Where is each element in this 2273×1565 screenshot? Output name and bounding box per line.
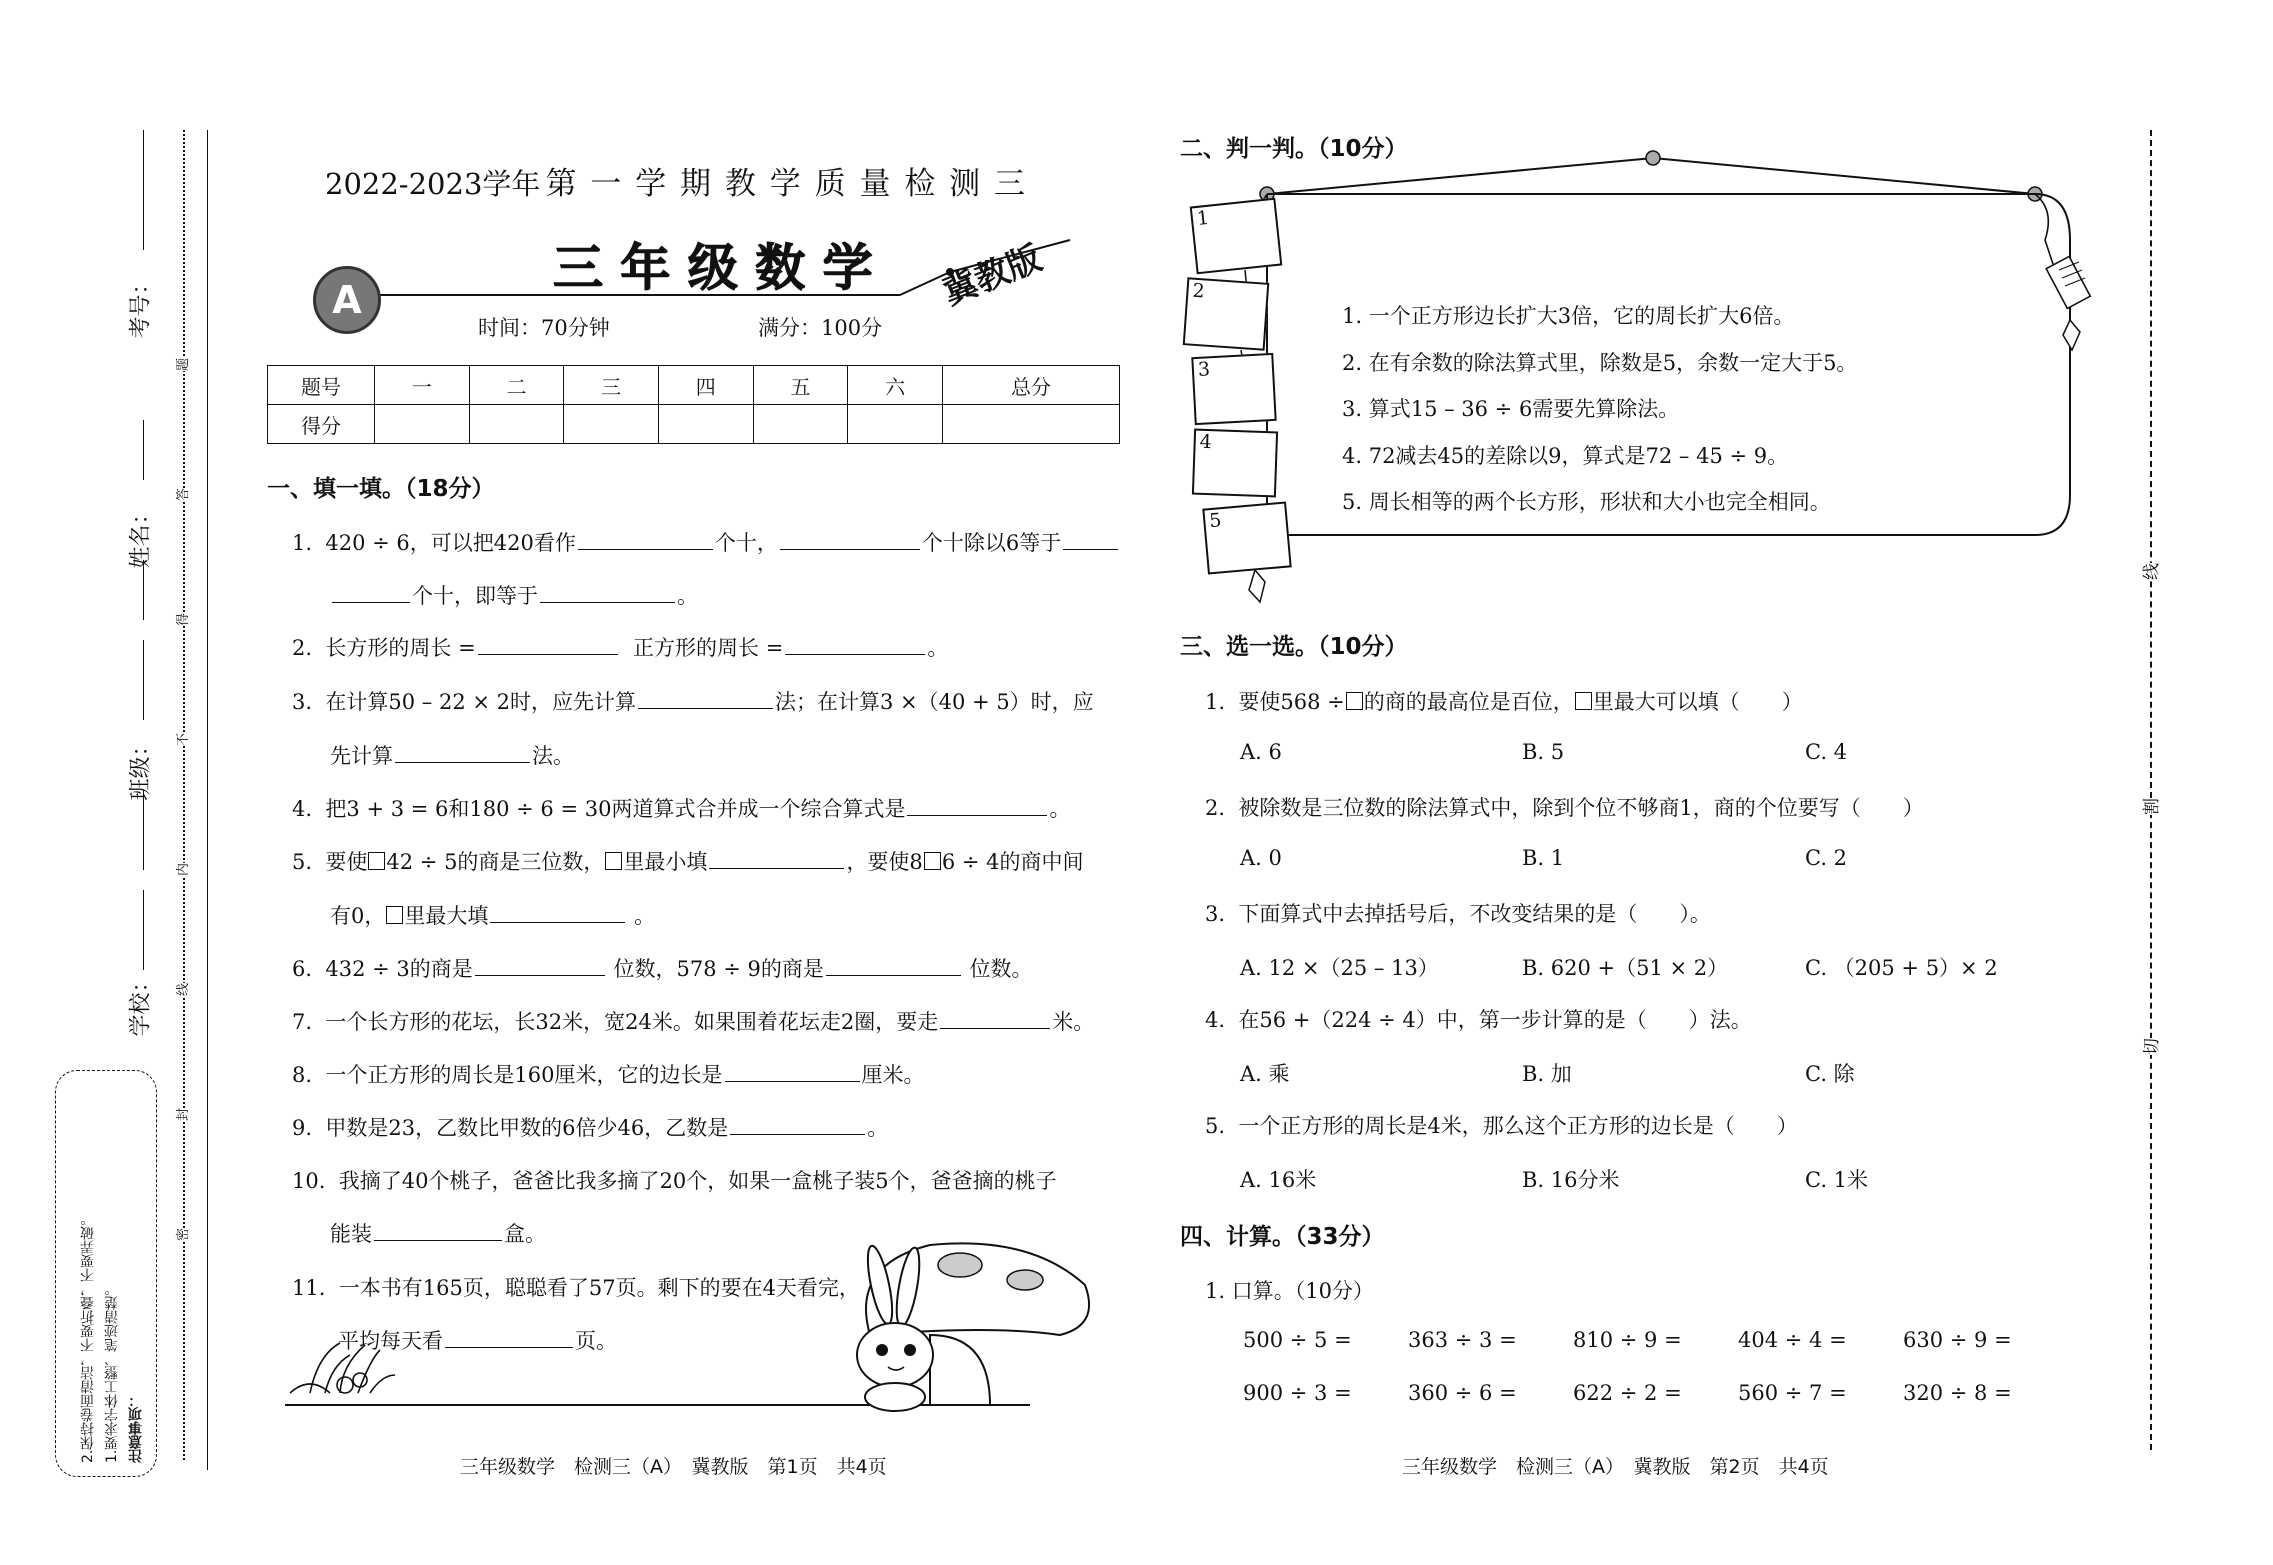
oral-calc-item: 622 ÷ 2 = [1573, 1381, 1682, 1405]
exam-number-label: 考号： [128, 272, 154, 339]
exam-title-line [325, 158, 1027, 203]
choice-q4-option-c[interactable]: C. 除 [1805, 1062, 1855, 1086]
answer-blank[interactable] [332, 582, 410, 603]
q-text: 要使 [325, 850, 368, 874]
exam-full-score: 满分：100分 [758, 316, 883, 340]
q-text: 法。 [532, 744, 574, 768]
q-number: 5. [1205, 1114, 1226, 1138]
q-text: 一个正方形的周长是160厘米，它的边长是 [325, 1063, 723, 1087]
cut-char: 线 [172, 983, 191, 996]
choice-q4-option-b[interactable]: B. 加 [1522, 1062, 1572, 1086]
score-table-cell: 三 [564, 366, 659, 405]
q-text: 在56 +（224 ÷ 4）中，第一步计算的是（ ）法。 [1238, 1008, 1752, 1032]
s1-q10-line1 [292, 1165, 1057, 1195]
judge-item-1: 1. 一个正方形边长扩大3倍，它的周长扩大6倍。 [1342, 304, 1795, 328]
q-number: 7. [292, 1010, 313, 1034]
score-table-cell: 五 [753, 366, 848, 405]
section4-title: 四、计算。（33分） [1180, 1224, 1385, 1250]
s1-q1-line2 [330, 580, 698, 610]
q-text: 在计算50 – 22 × 2时，应先计算 [325, 690, 637, 714]
section2-title: 二、判一判。（10分） [1180, 136, 1408, 162]
cut-char: 内 [172, 863, 191, 876]
answer-blank[interactable] [940, 1008, 1050, 1029]
choice-q5-option-b[interactable]: B. 16分米 [1522, 1168, 1620, 1192]
choice-q5 [1205, 1110, 1798, 1140]
q-text: 法；在计算3 ×（40 + 5）时，应 [775, 690, 1094, 714]
cut-char: 不 [172, 733, 191, 746]
binding-margin [0, 0, 215, 1565]
q-text: 能装 [330, 1222, 372, 1246]
q-text: 长方形的周长 = [325, 636, 476, 660]
notice-box [55, 1070, 157, 1477]
choice-q2 [1205, 792, 1924, 822]
q-number: 5. [292, 850, 313, 874]
cut-char: 答 [172, 488, 191, 501]
choice-q1 [1205, 686, 1803, 716]
q-text: 甲数是23，乙数比甲数的6倍少46，乙数是 [325, 1116, 729, 1140]
s1-q6 [292, 953, 1033, 983]
footer-left: 三年级数学 检测三（A） 冀教版 第1页 共4页 [460, 1456, 887, 1478]
judge-tag-3 [1191, 353, 1276, 425]
q-text: 米。 [1052, 1010, 1095, 1034]
q-text: 432 ÷ 3的商是 [325, 957, 473, 981]
choice-q3-option-c[interactable]: C. （205 + 5）× 2 [1805, 956, 1998, 980]
oral-calc-subtitle: 1. 口算。（10分） [1205, 1279, 1374, 1303]
answer-blank[interactable] [826, 955, 961, 976]
q-text: 一本书有165页，聪聪看了57页。剩下的要在4天看完， [338, 1276, 860, 1300]
q-number: 3. [1205, 902, 1226, 926]
notice-title: 注意事项： [128, 1393, 144, 1463]
choice-q5-option-a[interactable]: A. 16米 [1240, 1168, 1317, 1192]
oral-calc-item: 560 ÷ 7 = [1738, 1381, 1847, 1405]
score-table-cell: 四 [658, 366, 753, 405]
q-text: 一个正方形的周长是4米，那么这个正方形的边长是（ ） [1238, 1114, 1798, 1138]
choice-q2-option-b[interactable]: B. 1 [1522, 846, 1565, 870]
q-text: 下面算式中去掉括号后，不改变结果的是（ ）。 [1238, 902, 1711, 926]
q-number: 1. [1205, 690, 1226, 714]
name-line-2 [143, 560, 144, 620]
oral-calc-item: 363 ÷ 3 = [1408, 1328, 1517, 1352]
score-table-cell: 总分 [942, 366, 1119, 405]
right-cut-line [2150, 130, 2152, 1450]
q-number: 4. [292, 797, 313, 821]
q-number: 1. [292, 531, 313, 555]
choice-q2-option-a[interactable]: A. 0 [1240, 846, 1282, 870]
q-text: 42 ÷ 5的商是三位数， [386, 850, 605, 874]
choice-q5-option-c[interactable]: C. 1米 [1805, 1168, 1869, 1192]
cut-char: 得 [172, 613, 191, 626]
q-number: 11. [292, 1276, 326, 1300]
q-text: 6 ÷ 4的商中间 [941, 850, 1084, 874]
answer-box[interactable] [605, 852, 622, 870]
q-number: 4. [1205, 1008, 1226, 1032]
grass-illustration [290, 1343, 395, 1393]
oral-calc-item: 810 ÷ 9 = [1573, 1328, 1682, 1352]
s1-q5-line1 [292, 846, 1083, 876]
q-number: 2. [1205, 796, 1226, 820]
q-text: 个十， [714, 531, 778, 555]
choice-q3 [1205, 898, 1711, 928]
q-text: 被除数是三位数的除法算式中，除到个位不够商1，商的个位要写（ ） [1238, 796, 1924, 820]
oral-calc-item: 500 ÷ 5 = [1243, 1328, 1352, 1352]
q-text: ，要使8 [846, 850, 923, 874]
q-text: 一个长方形的花坛，长32米，宽24米。如果围着花坛走2圈，要走 [325, 1010, 939, 1034]
answer-blank[interactable] [475, 955, 605, 976]
q-number: 6. [292, 957, 313, 981]
right-cut-char-2: 割 [2133, 798, 2166, 815]
choice-q3-option-b[interactable]: B. 620 +（51 × 2） [1522, 956, 1729, 980]
answer-blank[interactable] [478, 634, 618, 655]
oral-calc-item: 404 ÷ 4 = [1738, 1328, 1847, 1352]
judge-tag-number: 2 [1191, 279, 1206, 303]
q-text: 。 [634, 904, 656, 928]
choice-q1-option-b[interactable]: B. 5 [1522, 740, 1565, 764]
choice-q2-option-c[interactable]: C. 2 [1805, 846, 1848, 870]
choice-q4 [1205, 1004, 1752, 1034]
s1-q7 [292, 1006, 1094, 1036]
judge-tag-5 [1202, 501, 1291, 574]
score-input-cell[interactable] [658, 405, 753, 444]
cut-char: 题 [172, 358, 191, 371]
right-cut-char-1: 线 [2133, 563, 2166, 580]
answer-blank[interactable] [638, 688, 773, 709]
q-text: 个十，即等于 [412, 584, 538, 608]
school-line [143, 890, 144, 970]
answer-blank[interactable] [709, 848, 844, 869]
answer-blank[interactable] [907, 795, 1047, 816]
judge-tag-number: 3 [1197, 358, 1211, 381]
q-text: 先计算 [330, 744, 393, 768]
judge-tag-number: 1 [1195, 206, 1211, 230]
score-input-cell[interactable] [848, 405, 943, 444]
q-text: 位数，578 ÷ 9的商是 [613, 957, 824, 981]
answer-blank[interactable] [730, 1114, 865, 1135]
judge-tag-number: 4 [1199, 430, 1213, 454]
q-text: 里最小填 [623, 850, 708, 874]
s1-q4 [292, 793, 1070, 823]
school-label: 学校： [128, 970, 154, 1037]
name-line [143, 420, 144, 480]
score-table-score-row [268, 405, 1120, 444]
class-line [143, 640, 144, 720]
s1-q1-line1 [292, 527, 1120, 557]
score-table-cell: 得分 [268, 405, 375, 444]
judge-tag-2 [1183, 277, 1270, 351]
notice-item-1: 1.要求字体工整、笔迹清楚。 [104, 1281, 120, 1463]
answer-blank[interactable] [540, 582, 675, 603]
q-text: 里最大填 [404, 904, 489, 928]
cut-char: 封 [172, 1108, 191, 1121]
oral-calc-item: 360 ÷ 6 = [1408, 1381, 1517, 1405]
notice-item-2: 2.保持卷面清洁，不要折叠，不要弄破。 [80, 1211, 96, 1463]
q-text: 位数。 [969, 957, 1033, 981]
edition-stamp: 冀教版 [937, 238, 1048, 314]
judge-item-5: 5. 周长相等的两个长方形，形状和大小也完全相同。 [1342, 490, 1831, 514]
exam-time: 时间：70分钟 [478, 316, 610, 340]
q-text: 的商的最高位是百位， [1363, 690, 1574, 714]
s1-q2 [292, 632, 948, 662]
q-text: 我摘了40个桃子，爸爸比我多摘了20个，如果一盒桃子装5个，爸爸摘的桃子 [338, 1169, 1057, 1193]
score-table-cell: 二 [469, 366, 564, 405]
class-label: 班级： [128, 734, 154, 801]
version-badge [313, 266, 381, 334]
section3-title: 三、选一选。（10分） [1180, 634, 1408, 660]
score-input-cell[interactable] [375, 405, 470, 444]
section1-title: 一、填一填。（18分） [267, 476, 495, 502]
q-number: 8. [292, 1063, 313, 1087]
judge-item-3: 3. 算式15 – 36 ÷ 6需要先算除法。 [1342, 397, 1680, 421]
oral-calc-item: 320 ÷ 8 = [1903, 1381, 2012, 1405]
q-text: 平均每天看 [338, 1329, 443, 1353]
score-table-cell: 一 [375, 366, 470, 405]
judge-item-4: 4. 72减去45的差除以9，算式是72 – 45 ÷ 9。 [1342, 444, 1789, 468]
oral-calc-item: 900 ÷ 3 = [1243, 1381, 1352, 1405]
exam-number-line [143, 130, 144, 250]
subject-title: 三 年 级 数 学 [553, 239, 873, 297]
choice-q1-option-a[interactable]: A. 6 [1240, 740, 1282, 764]
s1-q3-line2 [330, 740, 574, 770]
answer-box[interactable] [368, 852, 385, 870]
score-input-cell[interactable] [564, 405, 659, 444]
q-text: 页。 [575, 1329, 617, 1353]
answer-blank[interactable] [578, 529, 713, 550]
judge-tag-4 [1192, 429, 1278, 498]
q-text: 要使568 ÷ [1238, 690, 1345, 714]
q-text: 420 ÷ 6，可以把420看作 [325, 531, 576, 555]
q-text: 盒。 [504, 1222, 546, 1246]
score-table-header-row [268, 366, 1120, 405]
right-cut-char-3: 切 [2133, 1038, 2166, 1055]
answer-blank[interactable] [490, 902, 625, 923]
answer-blank[interactable] [1063, 529, 1118, 550]
q-number: 9. [292, 1116, 313, 1140]
q-number: 2. [292, 636, 313, 660]
score-input-cell[interactable] [469, 405, 564, 444]
s1-q8 [292, 1059, 925, 1089]
q-text: 。 [927, 636, 949, 660]
version-badge-letter: A [332, 278, 362, 322]
score-table-cell: 六 [848, 366, 943, 405]
answer-blank[interactable] [785, 634, 925, 655]
answer-box[interactable] [386, 906, 403, 924]
class-line-2 [143, 790, 144, 870]
answer-blank[interactable] [780, 529, 920, 550]
choice-q3-option-a[interactable]: A. 12 ×（25 – 13） [1240, 956, 1439, 980]
q-text: 把3 + 3 = 6和180 ÷ 6 = 30两道算式合并成一个综合算式是 [325, 797, 906, 821]
s1-q9 [292, 1112, 888, 1142]
s1-q5-line2 [330, 900, 655, 930]
semester-title: 第 一 学 期 教 学 质 量 检 测 三 [545, 166, 1028, 202]
answer-blank[interactable] [395, 742, 530, 763]
judge-item-2: 2. 在有余数的除法算式里，除数是5，余数一定大于5。 [1342, 351, 1858, 375]
judge-tag-number: 5 [1208, 509, 1223, 533]
q-text: 正方形的周长 = [633, 636, 784, 660]
seal-cut-line [183, 130, 185, 1460]
q-number: 3. [292, 690, 313, 714]
score-input-cell[interactable] [753, 405, 848, 444]
cut-char: 密 [172, 1228, 191, 1241]
answer-box[interactable] [1575, 692, 1592, 710]
choice-q1-option-c[interactable]: C. 4 [1805, 740, 1848, 764]
name-label: 姓名： [128, 502, 154, 569]
score-input-cell[interactable] [942, 405, 1119, 444]
q-text: 厘米。 [861, 1063, 925, 1087]
year-title: 2022-2023学年 [325, 167, 541, 201]
score-table [267, 365, 1120, 444]
binding-edge-line [207, 130, 208, 1470]
score-table-cell: 题号 [268, 366, 375, 405]
q-text: 。 [677, 584, 698, 608]
q-text: 里最大可以填（ ） [1592, 690, 1803, 714]
q-text: 。 [867, 1116, 889, 1140]
q-text: 个十除以6等于 [921, 531, 1062, 555]
q-text: 有0， [330, 904, 386, 928]
q-text: 。 [1049, 797, 1071, 821]
answer-blank[interactable] [725, 1061, 860, 1082]
footer-right: 三年级数学 检测三（A） 冀教版 第2页 共4页 [1402, 1456, 1829, 1478]
answer-box[interactable] [1346, 692, 1363, 710]
judge-frame [1175, 150, 2125, 620]
mushroom-rabbit-illustration [270, 1225, 1100, 1440]
choice-q4-option-a[interactable]: A. 乘 [1240, 1062, 1290, 1086]
oral-calc-item: 630 ÷ 9 = [1903, 1328, 2012, 1352]
s1-q3-line1 [292, 686, 1094, 716]
answer-box[interactable] [924, 852, 941, 870]
judge-tag-1 [1190, 198, 1283, 275]
q-number: 10. [292, 1169, 326, 1193]
